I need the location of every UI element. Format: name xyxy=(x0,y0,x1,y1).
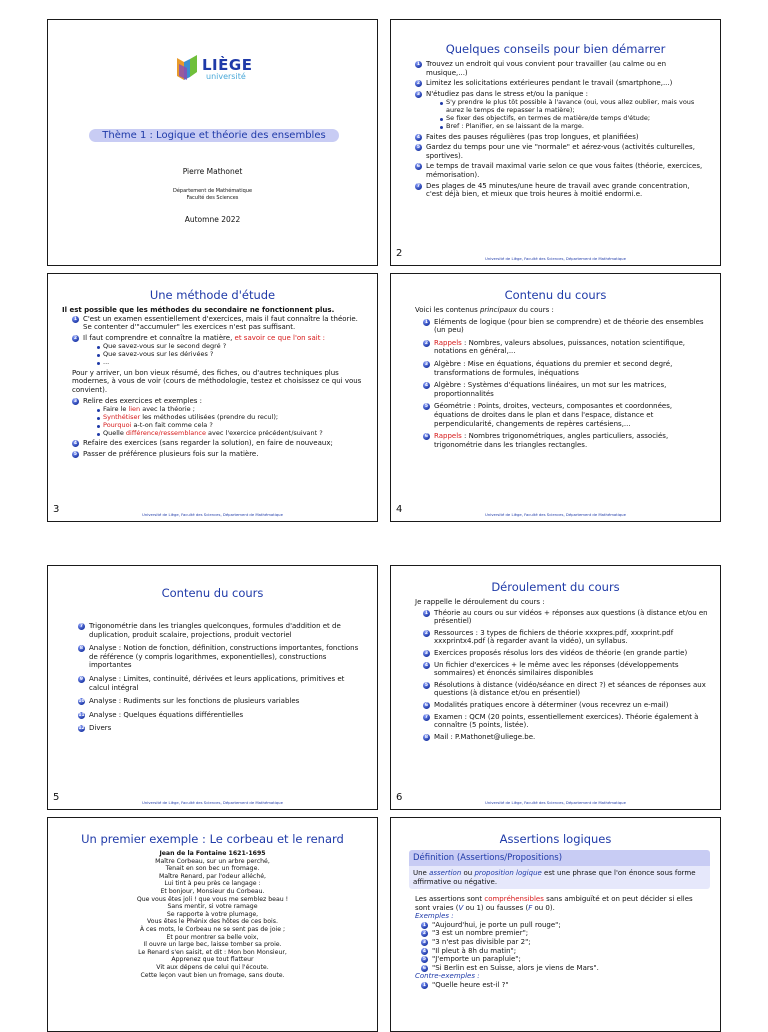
paragraph: Les assertions sont compréhensibles sans ambiguïté et on peut décider si elles sont vraies (V ou 1) ou fausses (F ou 0). xyxy=(415,895,693,912)
slide-conseils xyxy=(390,19,721,266)
poem-line: Lui tint à peu près ce langage : xyxy=(164,880,261,888)
bullet-icon: 1 xyxy=(424,610,429,616)
sub-item: Faire le lien avec la théorie ; xyxy=(97,406,365,414)
bullet-icon: 2 xyxy=(424,630,429,636)
list-item: 2 "3 est un nombre premier"; xyxy=(422,929,529,938)
list-item: 1 "Quelle heure est-il ?" xyxy=(422,980,509,989)
list-item: 5 Gardez du temps pour une vie "normale" et aérez-vous (activités culturelles, sportives). xyxy=(416,143,695,160)
content-list xyxy=(423,318,708,450)
bullet-icon: 3 xyxy=(422,939,427,945)
list-item: 4 Un fichier d'exercices + le même avec les réponses (développements sommaires) et énoncés similaires disponibles xyxy=(424,660,679,678)
slide-title-text: Un premier exemple : Le corbeau et le renard xyxy=(81,832,344,846)
poem-line: Il ouvre un large bec, laisse tomber sa proie. xyxy=(143,941,282,949)
sub-list xyxy=(83,406,365,437)
page-number: 4 xyxy=(396,504,403,515)
slide-footer: Université de Liège, Faculté des Sciences, Département de Mathématique xyxy=(142,800,283,805)
list-item: 6 Rappels : Nombres trigonométriques, angles particuliers, associés, trigonométrie dans les triangles rectangles. xyxy=(424,432,669,449)
intro-text: Je rappelle le déroulement du cours : xyxy=(415,598,545,606)
poem-line: Que vous êtes joli ! que vous me semblez beau ! xyxy=(136,895,289,903)
slide-footer: Université de Liège, Faculté des Sciences, Département de Mathématique xyxy=(485,512,626,517)
sub-item: ... xyxy=(97,359,365,367)
list-item: 7 Trigonométrie dans les triangles quelconques, formules d'addition et de duplication, produit scalaire, projections, produit vectoriel xyxy=(79,622,341,639)
slide-title xyxy=(47,19,378,266)
slide-title-text: Quelques conseils pour bien démarrer xyxy=(445,42,666,56)
page-number: 2 xyxy=(396,248,403,259)
slide-title-text: Déroulement du cours xyxy=(491,580,620,594)
poem-line: Et pour montrer sa belle voix, xyxy=(166,933,259,941)
bullet-icon: 6 xyxy=(416,164,421,170)
list-item: 7 Des plages de 45 minutes/une heure de travail avec grande concentration, c'est déjà bien, et mieux que trois heures à moitié endormi.e. xyxy=(416,181,690,199)
list-item: 3 Exercices proposés résolus lors des vidéos de théorie (en grande partie) xyxy=(424,648,688,657)
sub-item: Synthétiser les méthodes utilisées (prendre du recul); xyxy=(97,414,365,422)
list-item: 4 Refaire des exercices (sans regarder la solution), en faire de nouveaux; xyxy=(73,439,333,448)
list-item: 2 Ressources : 3 types de fichiers de théorie xxxpres.pdf, xxxprint.pdf xxxprintx4.pdf (à regarder avant la vidéo), un syllabus. xyxy=(424,628,674,646)
bullet-icon: 1 xyxy=(424,319,429,325)
method-list xyxy=(72,315,365,459)
bullet-icon: 10 xyxy=(78,699,85,705)
uliege-logo-icon xyxy=(176,54,198,82)
slide-footer: Université de Liège, Faculté des Sciences, Département de Mathématique xyxy=(485,256,626,261)
bullet-icon: 6 xyxy=(422,965,427,971)
list-item: 6 Modalités pratiques encore à déterminer (vous recevrez un e-mail) xyxy=(424,700,669,709)
bullet-icon: 1 xyxy=(416,62,421,67)
slide-methode xyxy=(47,273,378,522)
author: Pierre Mathonet xyxy=(182,167,243,176)
faculty: Faculté des Sciences xyxy=(186,195,239,201)
bullet-icon: 9 xyxy=(79,676,84,682)
bullet-icon: 4 xyxy=(73,441,78,447)
schedule-list xyxy=(423,609,708,742)
list-item: 3 N'étudiez pas dans le stress et/ou la panique : S'y prendre le plus tôt possible à l'avance (oui, vous allez oublier, mais vous aurez le temps de repasser la matière); Se fixer des objectifs, en termes de matière/de temps d'étude; Bref : Planifier, en se laissant de la marge. xyxy=(415,90,708,131)
sub-item: Que savez-vous sur le second degré ? xyxy=(97,343,365,351)
examples-label: Exemples : xyxy=(415,912,454,921)
list-item: 3 Algèbre : Mise en équations, équations du premier et second degré, transformations de formules, inéquations xyxy=(424,359,673,377)
bullet-icon: 6 xyxy=(424,702,429,708)
slide-footer: Université de Liège, Faculté des Sciences, Département de Mathématique xyxy=(142,512,283,517)
bullet-icon: 2 xyxy=(422,931,427,937)
bullet-icon: 5 xyxy=(73,451,78,457)
poem-line: Maître Renard, par l'odeur alléché, xyxy=(158,872,267,880)
list-item: 6 Le temps de travail maximal varie selon ce que vous faites (théorie, exercices, mémorisation). xyxy=(416,162,703,179)
sub-list xyxy=(426,99,708,130)
poem-line: Et bonjour, Monsieur du Corbeau. xyxy=(160,887,265,895)
list-item: 1 Trouvez un endroit qui vous convient pour travailler (au calme ou en musique,...) xyxy=(416,60,667,77)
bullet-icon: 2 xyxy=(416,81,421,87)
bullet-icon: 5 xyxy=(416,145,421,151)
list-item: 5 "J'emporte un parapluie"; xyxy=(422,955,521,964)
bullet-icon: 4 xyxy=(424,383,429,389)
list-item: 4 Faites des pauses régulières (pas trop longues, et planifiées) xyxy=(416,132,639,141)
sub-item: Quelle différence/ressemblance avec l'exercice précédent/suivant ? xyxy=(97,430,365,438)
date: Automne 2022 xyxy=(184,215,241,224)
bullet-icon: 4 xyxy=(422,948,427,954)
counter-examples-label: Contre-exemples : xyxy=(415,972,480,981)
slide-title-text: Contenu du cours xyxy=(161,586,264,600)
poem-line: Apprenez que tout flatteur xyxy=(171,956,254,964)
advice-list xyxy=(415,60,708,199)
list-item: 5 Résolutions à distance (vidéo/séance en direct ?) et séances de réponses aux questions (à distance et/ou en présentiel) xyxy=(424,680,706,698)
bullet-icon: 12 xyxy=(78,726,85,732)
bullet-icon: 5 xyxy=(424,404,429,410)
list-item: 4 "Il pleut à 8h du matin"; xyxy=(422,946,517,955)
bullet-icon: 2 xyxy=(73,335,78,341)
poem-line: Vous êtes le Phénix des hôtes de ces bois. xyxy=(147,918,278,926)
poem-line: Maître Corbeau, sur un arbre perché, xyxy=(155,857,270,865)
list-item: 10 Analyse : Rudiments sur les fonctions de plusieurs variables xyxy=(78,697,300,706)
list-item: 8 Mail : P.Mathonet@uliege.be. xyxy=(424,732,536,741)
sub-item: S'y prendre le plus tôt possible à l'avance (oui, vous allez oublier, mais vous aurez le temps de repasser la matière); xyxy=(440,99,708,115)
list-item: 3 "3 n'est pas divisible par 2"; xyxy=(422,937,531,946)
bullet-icon: 8 xyxy=(424,734,429,740)
list-item: 2 Limitez les solicitations extérieures pendant le travail (smartphone,...) xyxy=(416,79,673,88)
poem-line: Tenait en son bec un fromage. xyxy=(165,865,260,873)
bullet-icon: 8 xyxy=(79,646,84,652)
list-item: 5 Géométrie : Points, droites, vecteurs, composantes et coordonnées, équations de droites dans le plan et dans l'espace, distance et perpendicularité, changements de repères cartésiens,... xyxy=(424,402,673,428)
poem-line: À ces mots, le Corbeau ne se sent pas de joie ; xyxy=(139,925,286,933)
bullet-icon: 7 xyxy=(79,624,84,629)
slide-deroulement xyxy=(390,565,721,810)
definition-body: Une assertion ou proposition logique est une phrase que l'on énonce sous forme affirmative ou négative. xyxy=(409,866,710,889)
list-item: 5 Passer de préférence plusieurs fois sur la matière. xyxy=(73,449,259,458)
bullet-icon: 3 xyxy=(424,361,429,367)
bullet-icon: 5 xyxy=(424,682,429,688)
list-item: 11 Analyse : Quelques équations différentielles xyxy=(78,710,244,719)
paragraph: Pour y arriver, un bon vieux résumé, des fiches, ou d'autres techniques plus modernes, à vous de voir (cours de méthodologie, testez et choisissez ce qui vous convient). xyxy=(72,368,362,394)
list-item: 9 Analyse : Limites, continuité, dérivées et leurs applications, primitives et calcul intégral xyxy=(79,674,345,692)
examples-list xyxy=(421,921,708,973)
slide-title-text: Assertions logiques xyxy=(499,832,612,846)
presentation-title: Thème 1 : Logique et théorie des ensembles xyxy=(89,129,339,142)
list-item: 2 Rappels : Nombres, valeurs absolues, puissances, notation scientifique, notations en général,... xyxy=(424,338,686,356)
slide-title-text: Contenu du cours xyxy=(504,288,607,302)
sub-list xyxy=(83,343,365,366)
uliege-logo xyxy=(176,54,256,84)
logo-word: LIÈGE xyxy=(202,56,253,74)
bullet-icon: 1 xyxy=(422,982,427,988)
list-item: 4 Algèbre : Systèmes d'équations linéaires, un mot sur les matrices, proportionnalités xyxy=(424,381,667,398)
list-item: 1 C'est un examen essentiellement d'exercices, mais il faut connaître la théorie. Se contenter d'"accumuler" les exercices n'est pas suffisant. xyxy=(73,314,358,332)
bullet-icon: 2 xyxy=(424,340,429,346)
sub-item: Bref : Planifier, en se laissant de la marge. xyxy=(440,123,708,131)
bullet-icon: 3 xyxy=(416,91,421,97)
bullet-icon: 4 xyxy=(416,134,421,140)
bullet-icon: 1 xyxy=(73,316,78,322)
poem-line: Le Renard s'en saisit, et dit : Mon bon Monsieur, xyxy=(138,948,287,956)
poem-author: Jean de la Fontaine 1621-1695 xyxy=(159,850,266,857)
list-item: 2 Il faut comprendre et connaître la matière, et savoir ce que l'on sait : Que savez-vous sur le second degré ? Que savez-vous sur les dérivées ? ... Pour y arriver, un bon vieux résumé, des fiches, ou d'autres techniques plus modernes, à vous de voir (cours de méthodologie, testez et choisissez ce qui vous convient). xyxy=(72,334,365,395)
page-number: 6 xyxy=(396,792,403,803)
poem xyxy=(48,850,377,979)
content-list xyxy=(78,622,365,733)
slide-footer: Université de Liège, Faculté des Sciences, Département de Mathématique xyxy=(485,800,626,805)
slide-contenu-1 xyxy=(390,273,721,522)
list-item: 1 Eléments de logique (pour bien se comprendre) et de théorie des ensembles (un peu) xyxy=(424,317,704,335)
counter-examples-list xyxy=(421,981,708,990)
poem-line: Sans mentir, si votre ramage xyxy=(167,903,258,911)
sub-item: Que savez-vous sur les dérivées ? xyxy=(97,351,365,359)
logo-subtitle: université xyxy=(206,72,246,81)
bullet-icon: 6 xyxy=(424,434,429,440)
bullet-icon: 7 xyxy=(424,714,429,720)
poem-line: Cette leçon vaut bien un fromage, sans doute. xyxy=(140,971,285,979)
bullet-icon: 3 xyxy=(424,650,429,656)
poem-line: Vit aux dépens de celui qui l'écoute. xyxy=(156,963,269,971)
page-number: 3 xyxy=(53,504,60,515)
lead-text: Il est possible que les méthodes du secondaire ne fonctionnent plus. xyxy=(62,306,335,314)
definition-header: Définition (Assertions/Propositions) xyxy=(409,850,710,866)
definition-block xyxy=(409,850,710,889)
bullet-icon: 5 xyxy=(422,957,427,963)
bullet-icon: 11 xyxy=(78,712,85,718)
slide-assertions xyxy=(390,817,721,1032)
poem-line: Se rapporte à votre plumage, xyxy=(166,910,259,918)
bullet-icon: 4 xyxy=(424,662,429,668)
list-item: 1 "Aujourd'hui, je porte un pull rouge"; xyxy=(422,920,561,929)
list-item: 6 "Si Berlin est en Suisse, alors je viens de Mars". xyxy=(422,963,599,972)
list-item: 3 Relire des exercices et exemples : Faire le lien avec la théorie ; Synthétiser les méthodes utilisées (prendre du recul); Pourquoi a-t-on fait comme cela ? Quelle différence/ressemblance avec l'exercice précédent/suivant ? xyxy=(72,397,365,438)
sub-item: Pourquoi a-t-on fait comme cela ? xyxy=(97,422,365,430)
bullet-icon: 3 xyxy=(73,398,78,404)
list-item: 8 Analyse : Notion de fonction, définition, constructions importantes, fonctions de référence (y compris logarithmes, exponentielles), constructions importantes xyxy=(79,644,359,670)
department: Département de Mathématique xyxy=(172,188,253,194)
list-item: 12 Divers xyxy=(78,724,112,733)
list-item: 7 Examen : QCM (20 points, essentiellement exercices). Théorie également à connaître (5 points, listée). xyxy=(424,712,699,730)
intro-text: Voici les contenus principaux du cours : xyxy=(415,306,554,314)
bullet-icon: 1 xyxy=(422,922,427,928)
sub-item: Se fixer des objectifs, en termes de matière/de temps d'étude; xyxy=(440,115,708,123)
slide-corbeau xyxy=(47,817,378,1032)
page-number: 5 xyxy=(53,792,60,803)
slide-title-text: Une méthode d'étude xyxy=(149,288,276,302)
slide-contenu-2 xyxy=(47,565,378,810)
list-item: 1 Théorie au cours ou sur vidéos + réponses aux questions (à distance et/ou en présentiel) xyxy=(424,608,708,626)
bullet-icon: 7 xyxy=(416,183,421,189)
